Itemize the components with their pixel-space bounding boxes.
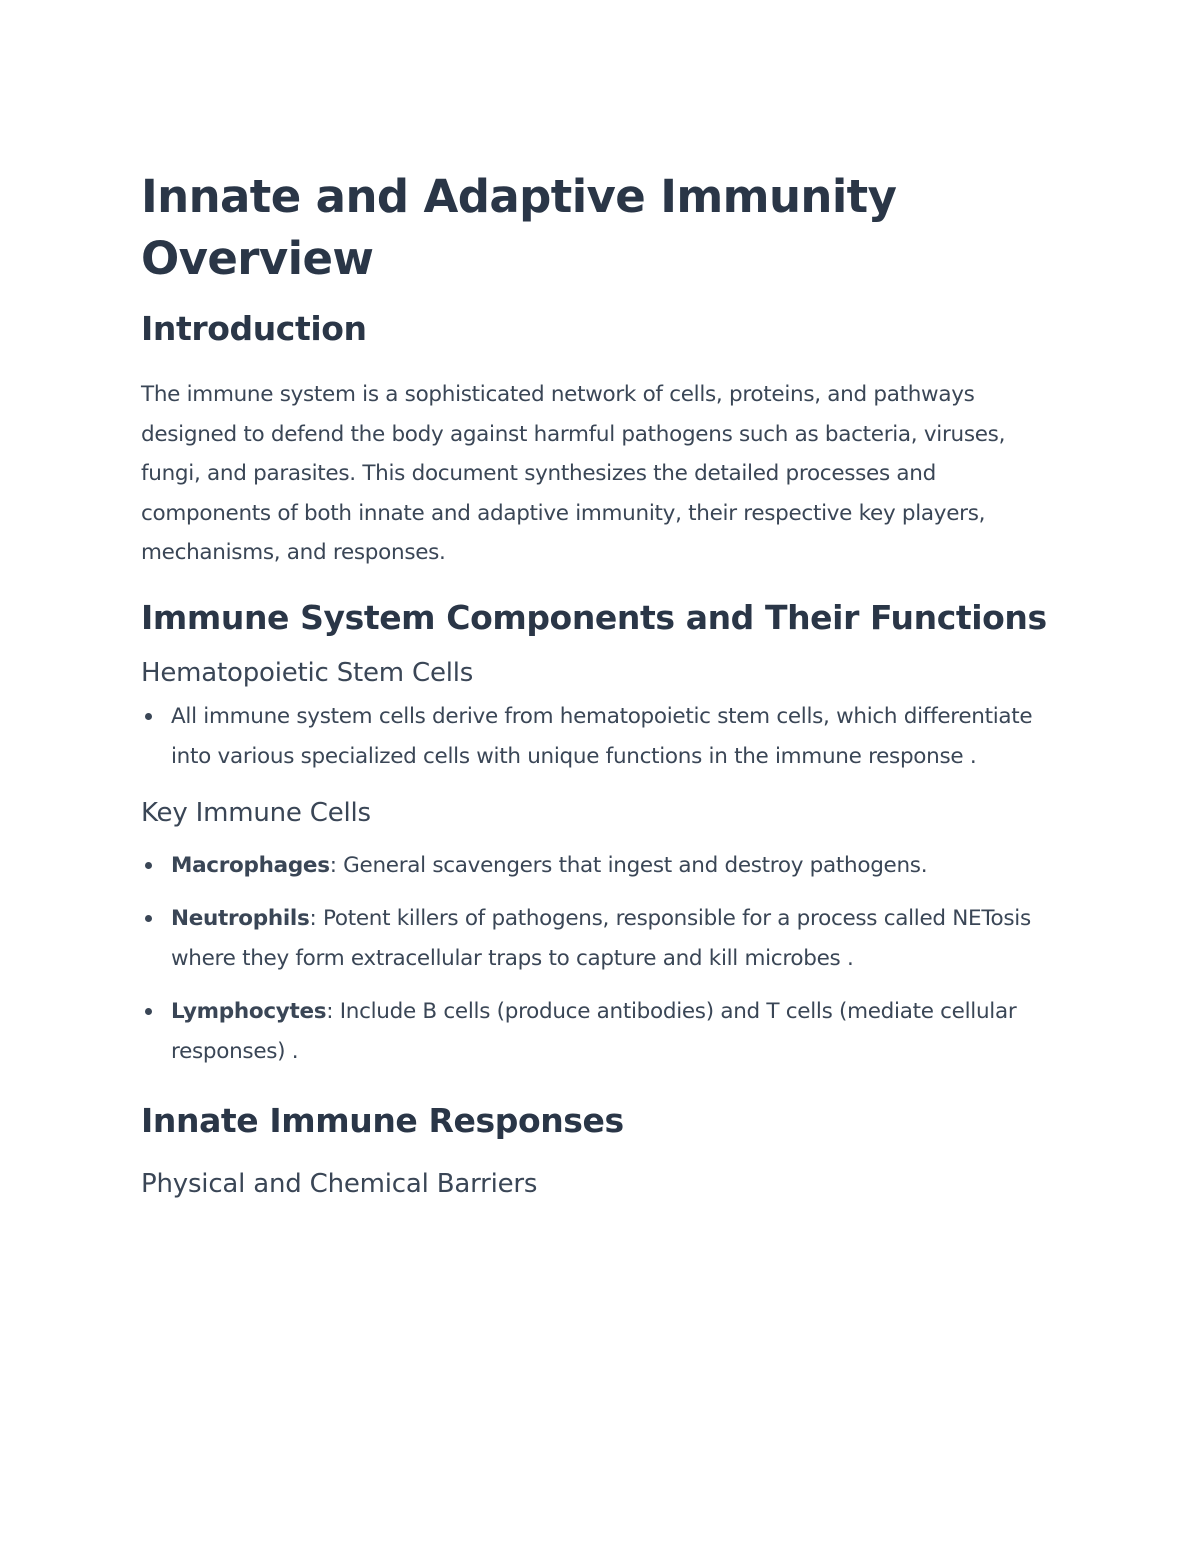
definition-lymphocytes: : Include B cells (produce antibodies) and T cells (mediate cellular responses) . [171, 998, 1017, 1064]
bullet-icon [145, 1008, 152, 1015]
introduction-paragraph: The immune system is a sophisticated network of cells, proteins, and pathways designed to defend the body against harmful pathogens such as bacteria, viruses, fungi, and parasites. This document synthesizes the detailed processes and components of both innate and adaptive immunity, their respective key players, mechanisms, and responses. [141, 382, 1006, 565]
document-page [141, 166, 1071, 1202]
definition-macrophages: : General scavengers that ingest and destroy pathogens. [329, 852, 928, 878]
term-macrophages: Macrophages [171, 852, 330, 878]
list-item-neutrophils [141, 899, 1071, 979]
list-item-macrophages [141, 846, 1071, 886]
list-item-text: All immune system cells derive from hematopoietic stem cells, which differentiate into various specialized cells with unique functions in the immune response . [171, 703, 1033, 769]
list-item [141, 697, 1071, 777]
document-title: Innate and Adaptive Immunity Overview [141, 170, 897, 285]
subheading-hematopoietic-stem-cells: Hematopoietic Stem Cells [141, 657, 474, 688]
bullet-icon [145, 713, 152, 720]
definition-neutrophils: : Potent killers of pathogens, responsible for a process called NETosis where they form extracellular traps to capture and kill microbes . [171, 905, 1031, 971]
bullet-icon [145, 915, 152, 922]
subheading-physical-chemical-barriers: Physical and Chemical Barriers [141, 1168, 538, 1199]
term-lymphocytes: Lymphocytes [171, 998, 327, 1024]
section-heading-innate-responses: Innate Immune Responses [141, 1100, 624, 1140]
key-immune-cells-list [141, 846, 1071, 1072]
section-heading-introduction: Introduction [141, 309, 367, 348]
stem-cells-list [141, 697, 1071, 777]
section-heading-components: Immune System Components and Their Functions [141, 597, 1047, 637]
list-item-lymphocytes [141, 992, 1071, 1072]
subheading-key-immune-cells: Key Immune Cells [141, 797, 371, 828]
bullet-icon [145, 862, 152, 869]
term-neutrophils: Neutrophils [171, 905, 310, 931]
